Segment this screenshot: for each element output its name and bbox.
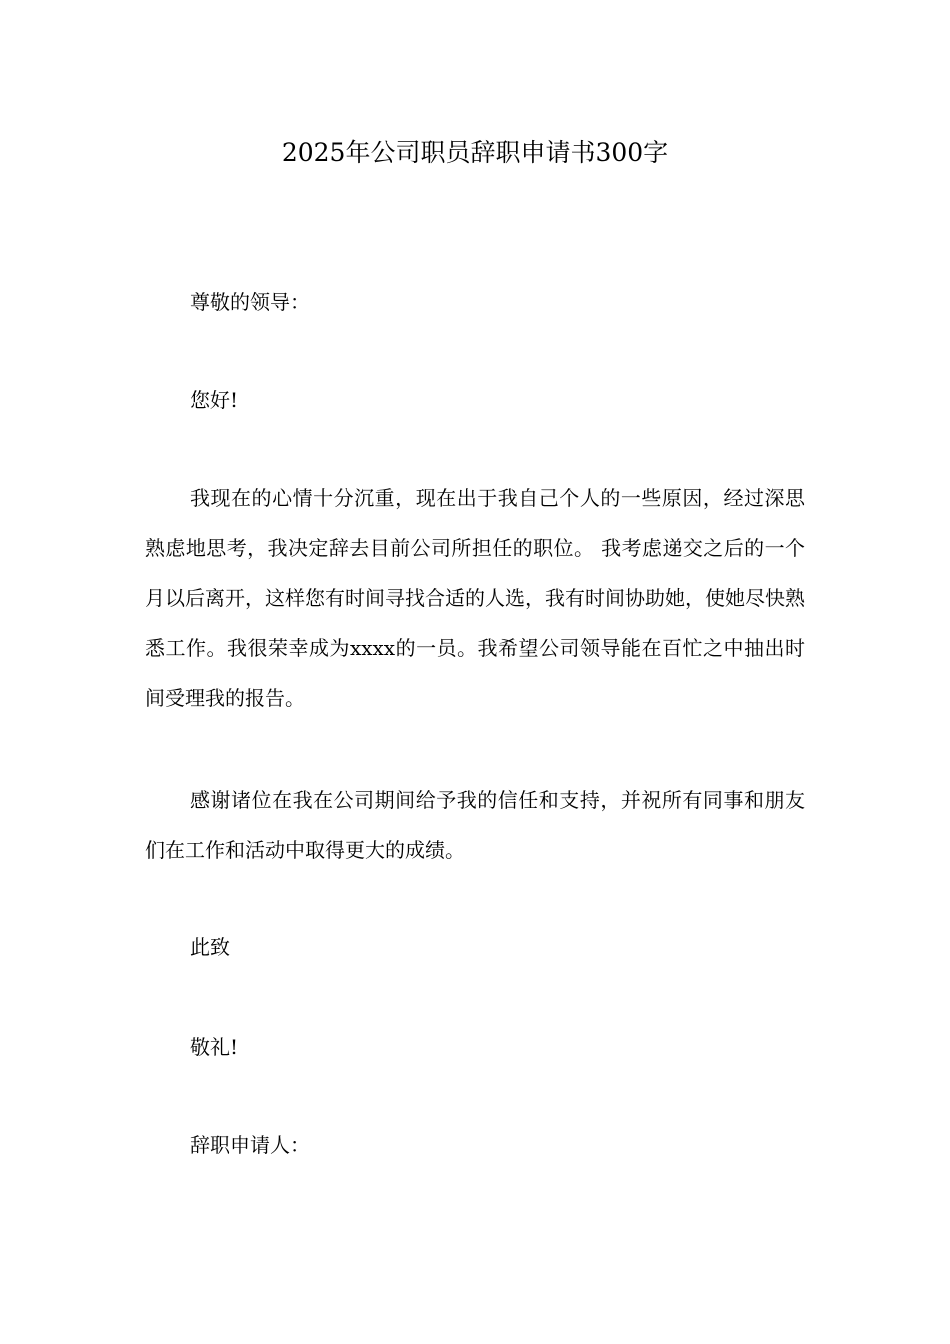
body-paragraph-1: 我现在的心情十分沉重，现在出于我自己个人的一些原因，经过深思熟虑地思考，我决定辞去目前公司所担任的职位。 我考虑递交之后的一个月以后离开，这样您有时间寻找合适的人选，我有时间协助她，使她尽快熟悉工作。我很荣幸成为xxxx的一员。我希望公司领导能在百忙之中抽出时间受理我的报告。	[145, 486, 805, 710]
body-paragraph-2: 感谢诸位在我在公司期间给予我的信任和支持，并祝所有同事和朋友们在工作和活动中取得更大的成绩。	[145, 788, 805, 862]
greeting: 您好!	[190, 388, 239, 412]
closing-line-2: 敬礼!	[190, 1035, 239, 1059]
page-title: 2025年公司职员辞职申请书300字	[281, 138, 669, 167]
closing-line-1: 此致	[190, 935, 230, 959]
signature-label: 辞职申请人：	[190, 1133, 310, 1157]
salutation: 尊敬的领导：	[190, 290, 310, 314]
